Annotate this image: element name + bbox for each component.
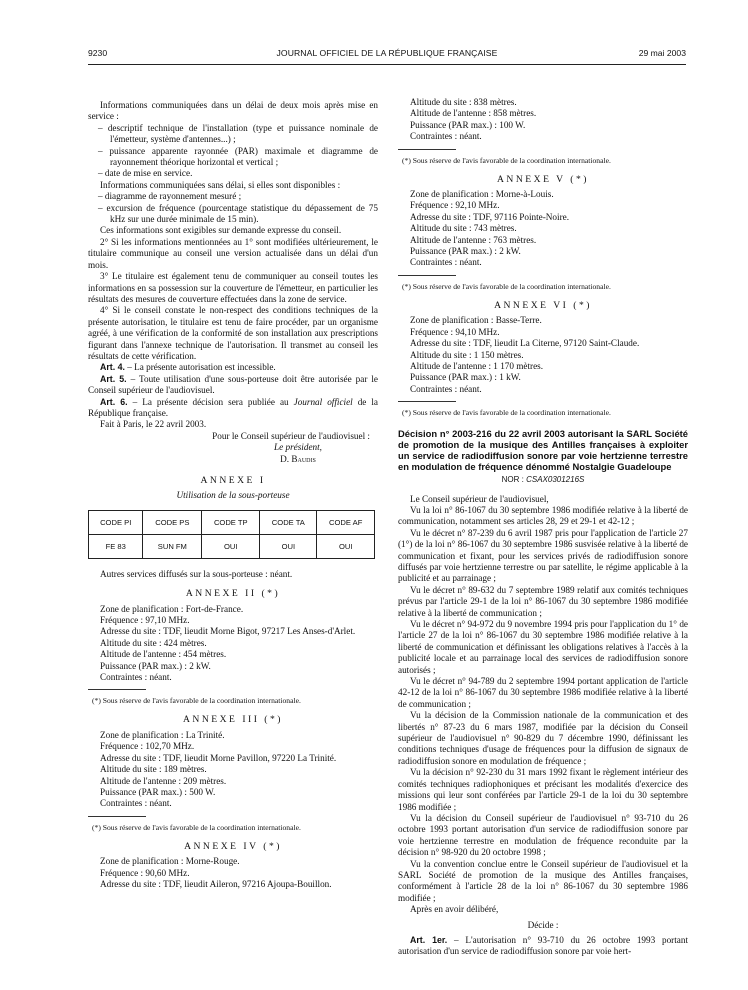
annex-line: Altitude de l'antenne : 763 mètres. — [410, 234, 537, 245]
info-item: – date de mise en service. — [98, 168, 193, 179]
vu-paragraph: Vu le décret n° 87-239 du 6 avril 1987 pris pour l'application de l'article 27 (1°) de la loi n° 86-1067 du 30 septembre 1986 susvisée relative à la liberté de communication et fixant, pour les services privés de radiodiffusion sonore diffusés par voie hertzienne terrestre ou par satellite, le régime applicable à la publicité et au parrainage ; — [398, 527, 688, 584]
annex-line: Contraintes : néant. — [410, 257, 482, 268]
conseil-line: Le Conseil supérieur de l'audiovisuel, — [410, 493, 549, 504]
annex-line: Fréquence : 94,10 MHz. — [410, 326, 500, 337]
footnote-rule — [398, 275, 456, 276]
sub-carrier-table — [88, 510, 375, 559]
annex-line: Puissance (PAR max.) : 2 kW. — [100, 660, 211, 671]
annex-line: Altitude de l'antenne : 209 mètres. — [100, 775, 227, 786]
journal-name: Journal officiel — [293, 396, 353, 407]
signature-for: Pour le Conseil supérieur de l'audiovisuel : — [212, 430, 370, 441]
signature-name: D. Baudis — [280, 453, 316, 464]
table-cell: OUI — [202, 534, 260, 558]
vu-paragraph: Vu le décret n° 94-789 du 2 septembre 1994 portant application de l'article 42-12 de la loi n° 86-1067 du 30 septembre 1986 modifiée relative à la liberté de communication ; — [398, 676, 688, 709]
annex-line: Altitude de l'antenne : 454 mètres. — [100, 649, 227, 660]
annex-line: Puissance (PAR max.) : 1 kW. — [410, 372, 521, 383]
annex-line: Contraintes : néant. — [410, 383, 482, 394]
annex-5-title: ANNEXE V (*) — [497, 173, 589, 185]
annex-line: Fréquence : 102,70 MHz. — [100, 741, 195, 752]
footnote: (*) Sous réserve de l'avis favorable de la coordination internationale. — [402, 408, 611, 418]
footnote-rule — [398, 401, 456, 402]
annex-line: Zone de planification : Morne-Rouge. — [100, 856, 240, 867]
annex-line: Puissance (PAR max.) : 2 kW. — [410, 246, 521, 257]
article-text: de la République française. — [88, 396, 379, 418]
annex-line: Contraintes : néant. — [100, 672, 172, 683]
article-1 — [398, 935, 688, 958]
table-cell: FE 83 — [89, 534, 143, 558]
info2-item: – excursion de fréquence (pourcentage statistique du dépassement de 75 kHz sur une durée minimale de 15 min). — [98, 202, 378, 225]
table-cell: OUI — [260, 534, 317, 558]
annex-line: Zone de planification : La Trinité. — [100, 729, 225, 740]
annex-line: Adresse du site : TDF, lieudit Morne Pavillon, 97220 La Trinité. — [100, 752, 337, 763]
article-label: Art. 6. — [100, 396, 128, 407]
footnote: (*) Sous réserve de l'avis favorable de la coordination internationale. — [92, 696, 301, 706]
annex-line: Altitude du site : 838 mètres. — [410, 97, 517, 107]
annex-1-subtitle: Utilisation de la sous-porteuse — [176, 490, 290, 501]
annex-line: Contraintes : néant. — [410, 131, 482, 142]
journal-title: JOURNAL OFFICIEL DE LA RÉPUBLIQUE FRANÇAISE — [276, 48, 498, 58]
table-header-cell: CODE PI — [89, 510, 143, 534]
table-header-cell: CODE TP — [202, 510, 260, 534]
annex-3-title: ANNEXE III (*) — [182, 714, 283, 726]
annex-line: Zone de planification : Basse-Terre. — [410, 315, 542, 326]
paragraph: Ces informations sont exigibles sur demande expresse du conseil. — [100, 225, 342, 236]
vu-paragraph: Vu la décision de la Commission nationale de la communication et des libertés n° 87-23 du 6 mars 1987, modifiée par la décision du Conseil supérieur de l'audiovisuel n° 90-829 du 7 décembre 1990, définissant les conditions techniques d'usage de fréquences pour la diffusion de signaux de radiodiffusion sonore en modulation de fréquence ; — [398, 710, 688, 766]
annex-line: Adresse du site : TDF, lieudit La Citerne, 97120 Saint-Claude. — [410, 338, 640, 349]
footnote: (*) Sous réserve de l'avis favorable de la coordination internationale. — [402, 155, 611, 165]
footnote-rule — [88, 816, 146, 817]
table-header-cell: CODE TA — [260, 510, 317, 534]
page-number: 9230 — [88, 48, 108, 58]
header-rule — [88, 64, 686, 65]
annex-line: Altitude de l'antenne : 858 mètres. — [410, 108, 537, 119]
article-6 — [88, 397, 378, 420]
info-item: – descriptif technique de l'installation (type et puissance nominale de l'émetteur, système d'antennes...) ; — [98, 122, 378, 145]
vu-paragraph: Vu la loi n° 86-1067 du 30 septembre 1986 modifiée relative à la liberté de communication, notamment ses articles 28, 29 et 29-1 et 42-12 ; — [398, 504, 688, 527]
table-header-row — [89, 510, 375, 534]
paragraph: 3° Le titulaire est également tenu de communiquer au conseil toutes les informations en sa possession sur la couverture de l'émetteur, en particulier les résultats des mesures de couverture effectuées dans la zone de service. — [88, 271, 378, 304]
vu-paragraph: Vu le décret n° 94-972 du 9 novembre 1994 pris pour l'application du 1° de l'article 27 de la loi n° 86-1067 du 30 septembre 1986 modifiée relative à la liberté de communication et définissant les obligations relatives à l'accès à la publicité locale et au parrainage local des services de radiodiffusion sonore autorisés ; — [398, 619, 688, 675]
annex-line: Altitude du site : 189 mètres. — [100, 764, 207, 775]
article-text: – La présente décision sera publiée au — [127, 396, 294, 407]
table-cell: SUN FM — [143, 534, 202, 558]
info-item: – puissance apparente rayonnée (PAR) maximale et diagramme de rayonnement théorique horizontal et vertical ; — [98, 145, 378, 168]
nor-label: NOR : — [501, 475, 527, 485]
annex-6-title: ANNEXE VI (*) — [494, 299, 592, 311]
annex-line: Fréquence : 97,10 MHz. — [100, 615, 190, 626]
nor-reference — [398, 474, 688, 485]
footnote: (*) Sous réserve de l'avis favorable de la coordination internationale. — [92, 822, 301, 832]
paragraph: 4° Si le conseil constate le non-respect des conditions techniques de la présente autorisation, le titulaire est tenu de faire procéder, par un organisme agréé, à une vérification de la conformité de son installation aux prescriptions figurant dans l'annexe technique de l'autorisation. Il transmet au conseil les résultats de cette vérification. — [88, 305, 378, 361]
issue-date: 29 mai 2003 — [638, 48, 686, 58]
footnote: (*) Sous réserve de l'avis favorable de la coordination internationale. — [402, 281, 611, 291]
article-label: Art. 1er. — [410, 934, 448, 945]
annex-line: Altitude du site : 424 mètres. — [100, 637, 207, 648]
annex-line: Puissance (PAR max.) : 500 W. — [100, 786, 216, 797]
article-text: – Toute utilisation d'une sous-porteuse doit être autorisée par le Conseil supérieur de l'audiovisuel. — [88, 373, 378, 396]
annex-line: Adresse du site : TDF, 97116 Pointe-Noire. — [410, 211, 570, 222]
article-4 — [88, 362, 378, 373]
right-column — [398, 97, 688, 958]
annex-line: Fréquence : 92,10 MHz. — [410, 200, 500, 211]
annex-line: Adresse du site : TDF, lieudit Morne Bigot, 97217 Les Anses-d'Arlet. — [100, 626, 356, 637]
footnote-rule — [398, 149, 456, 150]
article-label: Art. 4. — [100, 362, 125, 373]
annex-line: Altitude du site : 1 150 mètres. — [410, 349, 524, 360]
article-text: – La présente autorisation est incessible. — [124, 362, 276, 373]
decide-heading: Décide : — [527, 919, 559, 930]
vu-paragraph: Vu la convention conclue entre le Conseil supérieur de l'audiovisuel et la SARL Société de promotion de la musique des Antilles françaises, conformément à l'article 28 de la loi n° 86-1067 du 30 septembre 1986 modifiée ; — [398, 858, 688, 903]
table-header-cell: CODE AF — [317, 510, 375, 534]
annex-2-title: ANNEXE II (*) — [185, 588, 281, 600]
paragraph: 2° Si les informations mentionnées au 1° sont modifiées ultérieurement, le titulaire communique au conseil une version actualisée dans un délai d'un mois. — [88, 236, 378, 270]
article-label: Art. 5. — [100, 373, 127, 384]
table-header-cell: CODE PS — [143, 510, 202, 534]
article-text: – L'autorisation n° 93-710 du 26 octobre 1993 portant autorisation d'un service de radiodiffusion sonore par voie hert- — [398, 934, 688, 957]
footnote-rule — [88, 689, 146, 690]
annex-line: Zone de planification : Fort-de-France. — [100, 603, 244, 614]
annex-1-title: ANNEXE I — [200, 475, 266, 486]
left-column — [88, 100, 378, 890]
table-row — [89, 534, 375, 558]
nor-code: CSAX0301216S — [526, 475, 585, 485]
annex-line: Puissance (PAR max.) : 100 W. — [410, 119, 526, 130]
vu-paragraph: Vu la décision n° 92-230 du 31 mars 1992 fixant le règlement intérieur des comités techniques radiophoniques et précisant les modalités d'exercice des missions qui leur sont conférées par l'article 29-1 de la loi du 30 septembre 1986 modifiée ; — [398, 767, 688, 812]
info2-intro: Informations communiquées sans délai, si elles sont disponibles : — [100, 179, 341, 190]
article-5 — [88, 374, 378, 397]
vu-paragraph: Vu le décret n° 89-632 du 7 septembre 1989 relatif aux comités techniques prévus par l'article 29-1 de la loi n° 86-1067 du 30 septembre 1986 modifiée relative à la liberté de communication ; — [398, 584, 688, 618]
other-services: Autres services diffusés sur la sous-porteuse : néant. — [100, 568, 293, 579]
info2-item: – diagramme de rayonnement mesuré ; — [98, 191, 242, 202]
annex-line: Altitude de l'antenne : 1 170 mètres. — [410, 360, 544, 371]
table-cell: OUI — [317, 534, 375, 558]
fait-a-paris: Fait à Paris, le 22 avril 2003. — [100, 419, 207, 430]
annex-line: Fréquence : 90,60 MHz. — [100, 867, 190, 878]
page-header — [88, 48, 686, 62]
apres-delibere: Après en avoir délibéré, — [410, 904, 499, 915]
decision-title: Décision n° 2003-216 du 22 avril 2003 autorisant la SARL Société de promotion de la musique des Antilles françaises à exploiter un service de radiodiffusion sonore par voie hertzienne terrestre en modulation de fréquence dénommé Nostalgie Guadeloupe — [398, 428, 688, 473]
info-intro: Informations communiquées dans un délai de deux mois après mise en service : — [88, 100, 378, 122]
annex-line: Adresse du site : TDF, lieudit Aileron, 97216 Ajoupa-Bouillon. — [100, 878, 332, 889]
signature-role: Le président, — [274, 442, 322, 453]
annex-4-title: ANNEXE IV (*) — [184, 840, 282, 852]
vu-paragraph: Vu la décision du Conseil supérieur de l'audiovisuel n° 93-710 du 26 octobre 1993 portant autorisation d'un service de radiodiffusion sonore par voie hertzienne terrestre en modulation de fréquence reconduite par la décision n° 98-920 du 20 octobre 1998 ; — [398, 812, 688, 858]
annex-line: Altitude du site : 743 mètres. — [410, 223, 517, 234]
annex-line: Contraintes : néant. — [100, 798, 172, 809]
annex-line: Zone de planification : Morne-à-Louis. — [410, 189, 554, 200]
